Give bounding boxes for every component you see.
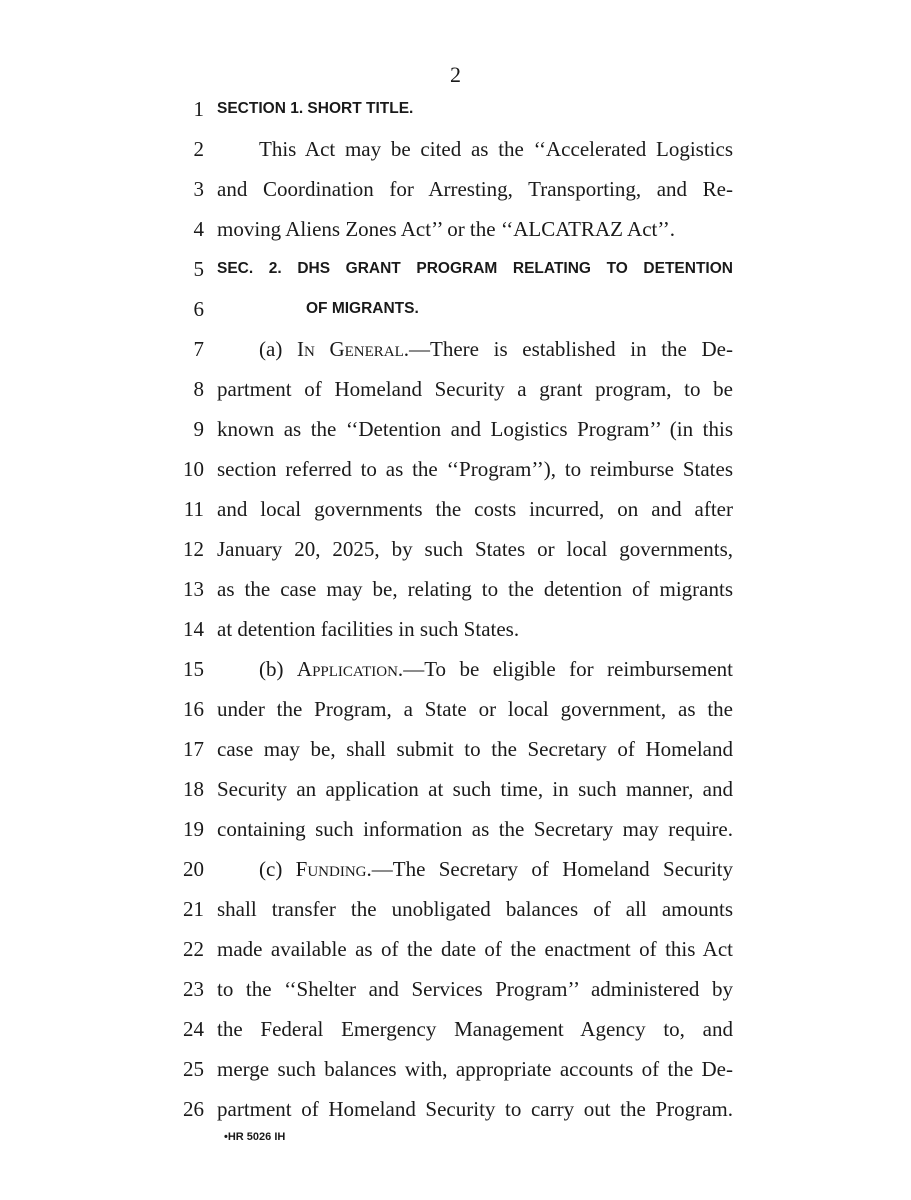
text-line (0, 729, 911, 769)
line-number: 6 (193, 297, 204, 321)
text-line (0, 289, 911, 329)
line-number: 15 (183, 657, 204, 681)
text-line (0, 809, 911, 849)
bill-identifier-footer: •HR 5026 IH (224, 1131, 286, 1143)
line-text: This Act may be cited as the ‘‘Accelerated Logistics (259, 137, 733, 161)
text-line (0, 209, 911, 249)
line-text: at detention facilities in such States. (217, 617, 520, 641)
line-text: and local governments the costs incurred, on and after (217, 497, 733, 521)
line-number: 8 (193, 377, 204, 401)
text-line (0, 1049, 911, 1089)
line-text: case may be, shall submit to the Secretary of Homeland (217, 737, 733, 761)
text-line (0, 129, 911, 169)
text-line (0, 889, 911, 929)
subsection-heading: In General. (296, 337, 410, 361)
line-number: 16 (183, 697, 204, 721)
subsection-line (259, 849, 733, 889)
text-line (0, 529, 911, 569)
line-text: January 20, 2025, by such States or local governments, (217, 537, 733, 561)
text-line (0, 169, 911, 209)
line-text: partment of Homeland Security to carry out the Program. (217, 1097, 733, 1121)
section-heading: SEC. 2. DHS GRANT PROGRAM RELATING TO DETENTION (217, 260, 733, 277)
line-number: 20 (183, 857, 204, 881)
text-line (0, 689, 911, 729)
text-line (0, 929, 911, 969)
line-number: 24 (183, 1017, 204, 1041)
text-line (0, 89, 911, 129)
line-text: —The Secretary of Homeland Security (371, 857, 733, 881)
line-number: 23 (183, 977, 204, 1001)
text-line (0, 369, 911, 409)
line-text: and Coordination for Arresting, Transporting, and Re- (217, 177, 733, 201)
line-text: the Federal Emergency Management Agency to, and (217, 1017, 733, 1041)
line-text: partment of Homeland Security a grant program, to be (217, 377, 733, 401)
line-number: 19 (183, 817, 204, 841)
line-text: to the ‘‘Shelter and Services Program’’ administered by (217, 977, 733, 1001)
text-line (0, 849, 911, 889)
line-number: 4 (193, 217, 204, 241)
subsection-heading: Funding. (295, 857, 372, 881)
line-text: moving Aliens Zones Act’’ or the ‘‘ALCATRAZ Act’’. (217, 217, 676, 241)
text-line (0, 969, 911, 1009)
line-text: under the Program, a State or local government, as the (217, 697, 733, 721)
line-text: shall transfer the unobligated balances of all amounts (217, 897, 733, 921)
line-text: —To be eligible for reimbursement (403, 657, 733, 681)
line-number: 26 (183, 1097, 204, 1121)
subsection-line (259, 329, 733, 369)
text-line (0, 249, 911, 289)
line-number: 10 (183, 457, 204, 481)
line-number: 18 (183, 777, 204, 801)
subsection-label: (b) (259, 657, 297, 681)
line-number: 12 (183, 537, 204, 561)
text-line (0, 409, 911, 449)
text-line (0, 329, 911, 369)
line-number: 13 (183, 577, 204, 601)
line-number: 5 (193, 257, 204, 281)
line-number: 7 (193, 337, 204, 361)
subsection-line (259, 649, 733, 689)
subsection-label: (c) (259, 857, 296, 881)
subsection-heading: Application. (296, 657, 404, 681)
text-line (0, 1009, 911, 1049)
section-heading-continued: OF MIGRANTS. (306, 300, 419, 317)
line-text: Security an application at such time, in such manner, and (217, 777, 733, 801)
text-line (0, 609, 911, 649)
line-text: merge such balances with, appropriate accounts of the De- (217, 1057, 733, 1081)
line-number: 3 (193, 177, 204, 201)
line-text: known as the ‘‘Detention and Logistics Program’’ (in this (217, 417, 733, 441)
line-number: 1 (193, 97, 204, 121)
line-text: containing such information as the Secretary may require. (217, 817, 733, 841)
subsection-label: (a) (259, 337, 297, 361)
line-number: 2 (193, 137, 204, 161)
line-number: 22 (183, 937, 204, 961)
text-line (0, 449, 911, 489)
text-line (0, 649, 911, 689)
text-line (0, 1089, 911, 1129)
section-heading: SECTION 1. SHORT TITLE. (217, 100, 414, 117)
line-number: 17 (183, 737, 204, 761)
line-number: 21 (183, 897, 204, 921)
line-number: 25 (183, 1057, 204, 1081)
line-text: made available as of the date of the enactment of this Act (217, 937, 733, 961)
line-text: section referred to as the ‘‘Program’’), to reimburse States (217, 457, 733, 481)
text-line (0, 569, 911, 609)
text-line (0, 489, 911, 529)
line-text: —There is established in the De- (409, 337, 734, 361)
text-line (0, 769, 911, 809)
line-number: 14 (183, 617, 204, 641)
line-number: 9 (193, 417, 204, 441)
page-number: 2 (450, 62, 461, 87)
line-text: as the case may be, relating to the detention of migrants (217, 577, 733, 601)
line-number: 11 (183, 497, 204, 521)
